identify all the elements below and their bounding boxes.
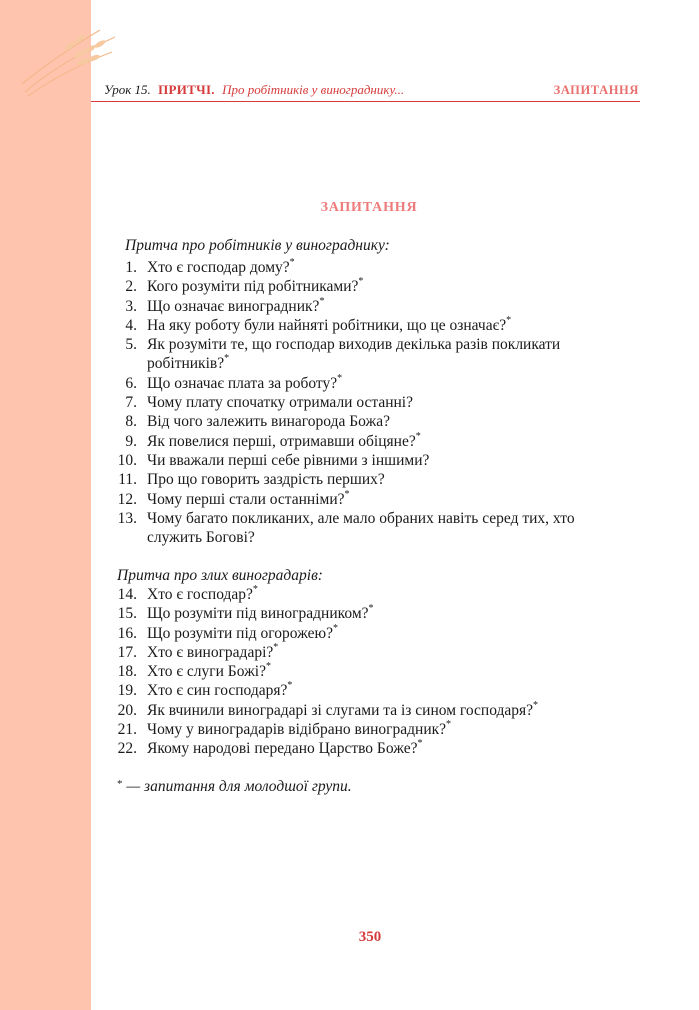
question-asterisk: * <box>506 314 512 326</box>
question-text: Хто є слуги Божі? <box>147 663 266 681</box>
question-number: 4. <box>125 316 137 334</box>
question-item <box>117 739 617 758</box>
question-number: 10. <box>117 451 137 469</box>
question-number: 15. <box>117 605 137 623</box>
question-number: 22. <box>117 740 137 758</box>
question-text: Хто є виноградарі? <box>147 643 274 661</box>
question-text: Як вчинили виноградарі зі слугами та із сином господаря? <box>147 701 534 719</box>
question-item <box>117 509 617 548</box>
question-number: 9. <box>125 432 137 450</box>
question-asterisk: * <box>337 372 343 384</box>
question-asterisk: * <box>319 295 325 307</box>
question-text: Як повелися перші, отримавши обіцяне? <box>147 432 416 450</box>
question-item <box>117 451 617 470</box>
question-asterisk: * <box>446 719 452 731</box>
question-number: 14. <box>117 586 137 603</box>
question-text: Якому народові передано Царство Боже? <box>147 740 418 758</box>
question-number: 19. <box>117 682 137 700</box>
question-item <box>117 643 617 662</box>
question-item <box>117 258 617 277</box>
block2-heading: Притча про злих виноградарів: <box>117 567 323 584</box>
question-number: 18. <box>117 663 137 681</box>
question-text: Чи вважали перші себе рівними з іншими? <box>147 451 430 469</box>
question-number: 11. <box>118 471 137 489</box>
question-text: Чому перші стали останніми? <box>147 490 345 508</box>
question-number: 21. <box>117 721 137 739</box>
page-number: 350 <box>358 929 382 945</box>
question-asterisk: * <box>415 430 421 442</box>
question-item <box>117 432 617 451</box>
question-asterisk: * <box>252 584 258 595</box>
question-asterisk: * <box>417 738 423 750</box>
question-asterisk: * <box>358 276 364 288</box>
question-number: 2. <box>125 278 137 296</box>
question-item <box>117 604 617 623</box>
footnote <box>117 778 352 796</box>
question-text: Про що говорить заздрість перших? <box>147 471 385 489</box>
question-item <box>117 470 617 489</box>
question-item <box>117 412 617 431</box>
question-text: Кого розуміти під робітниками? <box>147 278 359 296</box>
question-text: Хто є господар? <box>147 586 253 603</box>
question-text: Як розуміти те, що господар виходив декілька разів покликати робітників? <box>147 336 561 373</box>
header-rule <box>91 101 640 102</box>
header-subtitle: Про робітників у винограднику... <box>222 82 405 97</box>
question-list-1 <box>117 258 617 547</box>
question-item <box>117 624 617 643</box>
question-asterisk: * <box>533 699 539 711</box>
question-asterisk: * <box>332 622 338 634</box>
question-asterisk: * <box>287 680 293 692</box>
question-text: Чому плату спочатку отримали останні? <box>147 394 413 412</box>
question-number: 6. <box>125 374 137 392</box>
question-number: 1. <box>125 259 137 276</box>
running-header <box>104 80 639 100</box>
question-text: Що означає виноградник? <box>147 297 320 315</box>
footnote-text: — запитання для молодшої групи. <box>122 778 352 795</box>
question-list-2 <box>117 585 617 759</box>
footnote-star: * <box>117 778 123 790</box>
question-asterisk: * <box>289 257 295 268</box>
question-asterisk: * <box>368 603 374 615</box>
question-text: Що розуміти під виноградником? <box>147 605 369 623</box>
question-item <box>117 393 617 412</box>
question-item <box>117 720 617 739</box>
question-text: Від чого залежить винагорода Божа? <box>147 413 390 431</box>
block1-heading: Притча про робітників у винограднику: <box>125 237 390 254</box>
question-number: 8. <box>125 413 137 431</box>
question-text: Хто є господар дому? <box>147 259 290 276</box>
question-item <box>117 701 617 720</box>
question-item <box>117 490 617 509</box>
question-item <box>117 316 617 335</box>
question-text: Чому у виноградарів відібрано виноградник? <box>147 721 447 739</box>
question-asterisk: * <box>224 353 230 365</box>
question-number: 17. <box>117 643 137 661</box>
question-item <box>117 374 617 393</box>
question-text: Що розуміти під огорожею? <box>147 624 333 642</box>
question-item <box>117 277 617 296</box>
question-item <box>117 662 617 681</box>
question-number: 7. <box>125 394 137 412</box>
question-item <box>117 585 617 604</box>
question-number: 20. <box>117 701 137 719</box>
page-title: ЗАПИТАННЯ <box>320 200 418 215</box>
question-item <box>117 297 617 316</box>
question-item <box>117 681 617 700</box>
question-item <box>117 335 617 374</box>
header-topic: ПРИТЧІ. <box>158 82 215 97</box>
header-lesson: Урок 15. <box>104 82 151 97</box>
question-number: 13. <box>117 509 137 527</box>
question-text: Що означає плата за роботу? <box>147 374 338 392</box>
question-number: 3. <box>125 297 137 315</box>
question-asterisk: * <box>344 488 350 500</box>
question-asterisk: * <box>273 641 279 653</box>
question-text: Хто є син господаря? <box>147 682 288 700</box>
header-section: ЗАПИТАННЯ <box>553 83 639 97</box>
question-text: Чому багато покликаних, але мало обраних навіть серед тих, хто служить Богові? <box>147 509 575 547</box>
question-number: 16. <box>117 624 137 642</box>
question-number: 12. <box>117 490 137 508</box>
side-color-band <box>0 0 91 1010</box>
question-text: На яку роботу були найняті робітники, що це означає? <box>147 316 507 334</box>
question-asterisk: * <box>265 661 271 673</box>
question-number: 5. <box>125 336 137 354</box>
